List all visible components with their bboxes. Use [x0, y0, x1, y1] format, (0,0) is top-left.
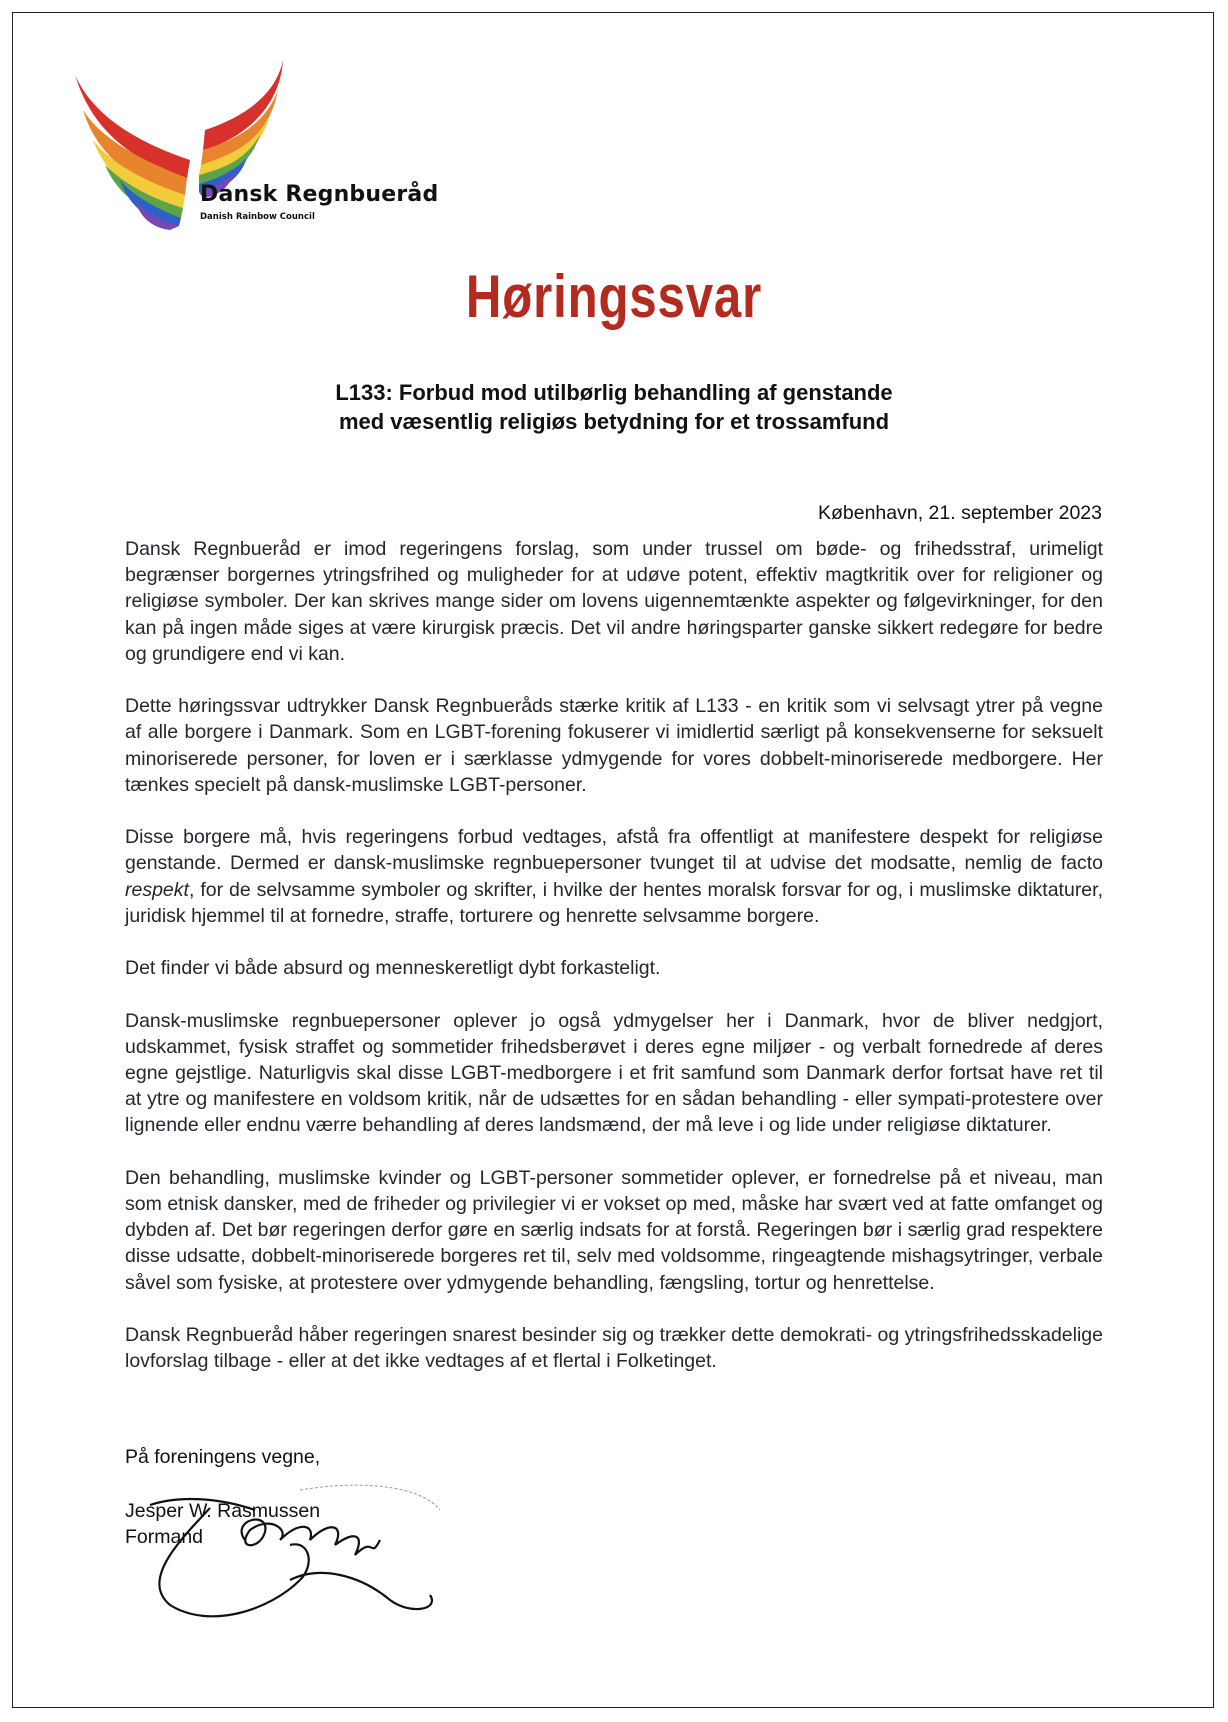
paragraph: Dansk Regnbueråd håber regeringen snarest besinder sig og trækker dette demokrati- og ytringsfrihedsskadelige lovforslag tilbage - eller at det ikke vedtages af et flertal i Folketinget. — [125, 1324, 1103, 1373]
closing: På foreningens vegne, — [125, 1446, 321, 1468]
paragraph: Dette høringssvar udtrykker Dansk Regnbueråds stærke kritik af L133 - en kritik som vi selvsagt ytrer på vegne af alle borgere i Danmark. Som en LGBT-forening fokuserer vi imidlertid særligt på konsekvenserne for seksuelt minoriserede personer, for loven er i særklasse ydmygende for vores dobbelt-minoriserede medborgere. Her tænkes specielt på dansk-muslimske LGBT-personer. — [125, 695, 1103, 796]
right-wing-icon — [199, 60, 283, 198]
logo-subtitle: Danish Rainbow Council — [200, 212, 315, 222]
handwritten-signature — [140, 1470, 480, 1630]
subtitle-line: med væsentlig religiøs betydning for et trossamfund — [338, 409, 890, 434]
text: , for de selvsamme symboler og skrifter, i hvilke der hentes moralsk forsvar for og, i muslimske diktaturer, juridisk hjemmel til at fornedre, straffe, torturere og henrette selvsamme borgere. — [125, 878, 1103, 927]
letter-body — [125, 536, 1103, 1401]
paragraph: Dansk-muslimske regnbuepersoner oplever jo også ydmygelser her i Danmark, hvor de bliver nedgjort, udskammet, fysisk straffet og sommetider frihedsberøvet i deres egne miljøer - og verbalt fornedrede af deres egne gejstlige. Naturligvis skal disse LGBT-medborgere i et frit samfund som Danmark derfor fortsat have ret til at ytre og manifestere en voldsom kritik, når de udsættes for en sådan behandling - eller sympati-protestere over lignende eller endnu værre behandling af deres landsmænd, der må leve i og lide under religiøse diktaturer. — [125, 1009, 1103, 1137]
paragraph: Den behandling, muslimske kvinder og LGBT-personer sommetider oplever, er fornedrelse på et niveau, man som etnisk dansker, med de friheder og privilegier vi er vokset op med, måske har svært ved at fatte omfanget og dybden af. Det bør regeringen derfor gøre en særlig indsats for at forstå. Regeringen bør i særlig grad respektere disse udsatte, dobbelt-minoriserede borgeres ret til, selv med voldsomme, ringeagtende mishagsytringer, verbale såvel som fysiske, at protestere over ydmygende behandling, fængsling, tortur og henrettelse. — [125, 1166, 1103, 1294]
subtitle-line: L133: Forbud mod utilbørlig behandling af genstande — [335, 380, 893, 405]
paragraph: Dansk Regnbueråd er imod regeringens forslag, som under trussel om bøde- og frihedsstraf, urimeligt begrænser borgernes ytringsfrihed og muligheder for at udøve potent, effektiv magtkritik over for religioner og religiøse symboler. Der kan skrives mange sider om lovens uigennemtænkte aspekter og følgevirkninger, for den kan på ingen måde siges at være kirurgisk præcis. Det vil andre høringsparter ganske sikkert redegøre for bedre og grundigere end vi kan. — [125, 538, 1103, 665]
document-title: Høringssvar — [465, 263, 763, 330]
document-subtitle — [0, 378, 1228, 436]
signer-name: Jesper W. Rasmussen — [125, 1500, 321, 1522]
signer-role: Formand — [125, 1526, 204, 1548]
paragraph: Det finder vi både absurd og menneskeretligt dybt forkasteligt. — [125, 957, 661, 980]
emphasis: respekt — [125, 878, 189, 901]
text: Disse borgere må, hvis regeringens forbud vedtages, afstå fra offentligt at manifestere despekt for religiøse genstande. Dermed er dansk-muslimske regnbuepersoner tvunget til at udvise det modsatte, nemlig de facto — [125, 826, 1103, 875]
logo-name: Dansk Regnbueråd — [200, 182, 439, 207]
date-line: København, 21. september 2023 — [817, 502, 1102, 524]
left-wing-icon — [75, 75, 190, 230]
paragraph — [125, 824, 1103, 929]
